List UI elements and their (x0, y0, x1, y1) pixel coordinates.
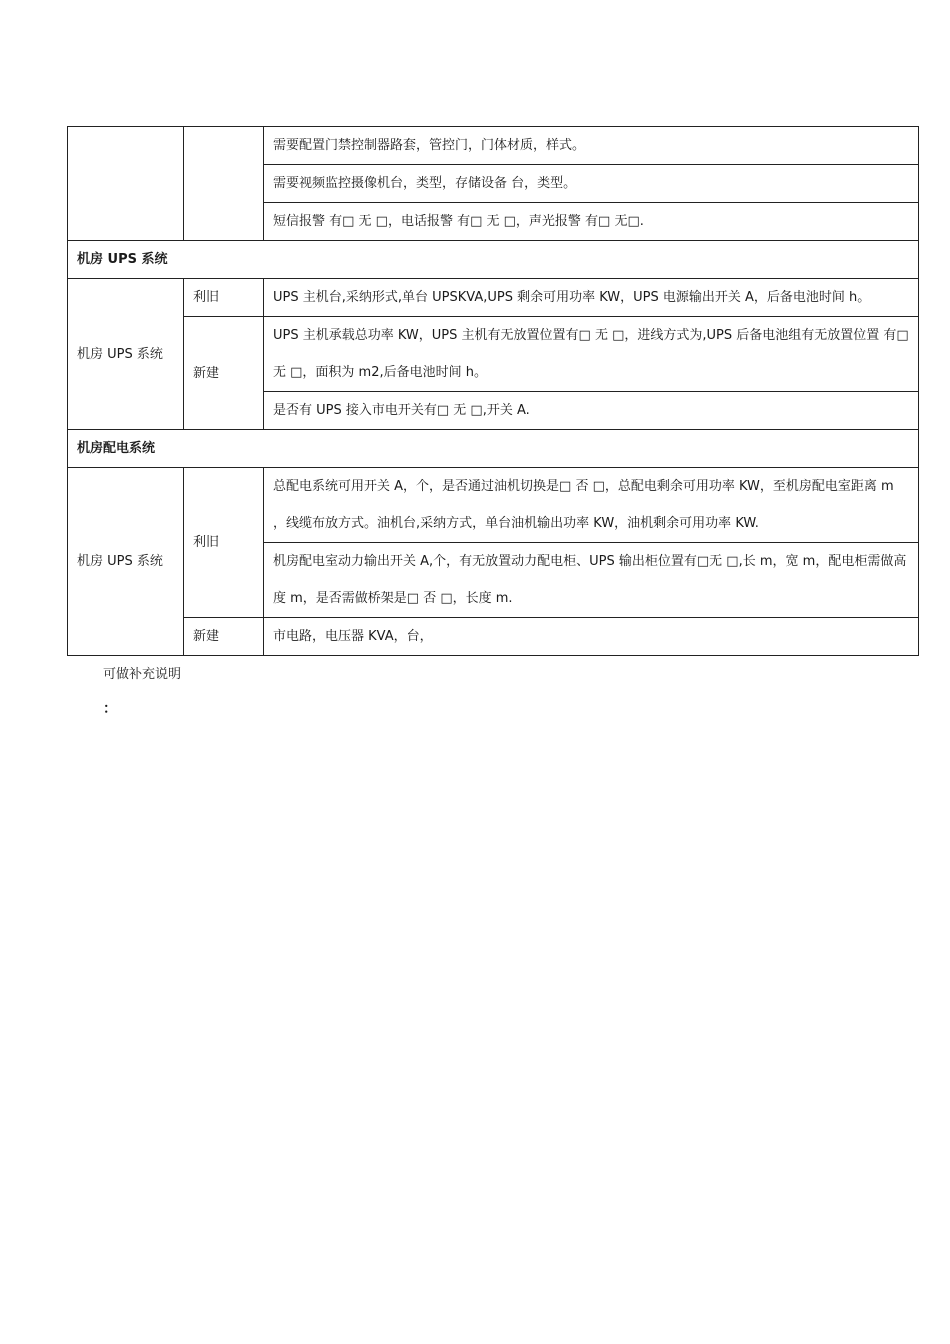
ups-new-text-2: 是否有 UPS 接入市电开关有□ 无 □,开关 A. (264, 392, 919, 430)
empty-cell (184, 127, 264, 241)
table-row (68, 618, 919, 656)
alarm-text: 短信报警 有□ 无 □，电话报警 有□ 无 □，声光报警 有□ 无□. (264, 203, 919, 241)
note-colon: ： (103, 701, 117, 717)
supplementary-note-label: 可做补充说明 (103, 667, 182, 682)
table-row (68, 468, 919, 543)
access-control-text: 需要配置门禁控制器路套，管控门，门体材质，样式。 (264, 127, 919, 165)
table-row (68, 241, 919, 279)
table-row (68, 317, 919, 392)
ups-reuse-text: UPS 主机台,采纳形式,单台 UPSKVA,UPS 剩余可用功率 KW，UPS 电源输出开关 A，后备电池时间 h。 (264, 279, 919, 317)
empty-cell (68, 127, 184, 241)
ups-new-label: 新建 (184, 317, 264, 430)
power-system-label: 机房 UPS 系统 (68, 468, 184, 656)
power-reuse-label: 利旧 (184, 468, 264, 618)
table-row (68, 430, 919, 468)
table-row (68, 127, 919, 165)
ups-new-text-1: UPS 主机承载总功率 KW，UPS 主机有无放置位置有□ 无 □，进线方式为,UPS 后备电池组有无放置位置 有□ 无 □，面积为 m2,后备电池时间 h。 (264, 317, 919, 392)
power-reuse-text-2: 机房配电室动力输出开关 A,个，有无放置动力配电柜、UPS 输出柜位置有□无 □,长 m，宽 m，配电柜需做高度 m，是否需做桥架是□ 否 □，长度 m. (264, 543, 919, 618)
ups-system-label: 机房 UPS 系统 (68, 279, 184, 430)
power-new-text: 市电路，电压器 KVA，台， (264, 618, 919, 656)
survey-table (67, 126, 919, 656)
ups-section-heading: 机房 UPS 系统 (68, 241, 919, 279)
table-row (68, 279, 919, 317)
power-reuse-text-1: 总配电系统可用开关 A，个，是否通过油机切换是□ 否 □，总配电剩余可用功率 KW，至机房配电室距离 m ，线缆布放方式。油机台,采纳方式，单台油机输出功率 KW，油机剩余可用功率 KW. (264, 468, 919, 543)
video-surveillance-text: 需要视频监控摄像机台，类型，存储设备 台，类型。 (264, 165, 919, 203)
ups-reuse-label: 利旧 (184, 279, 264, 317)
power-section-heading: 机房配电系统 (68, 430, 919, 468)
power-new-label: 新建 (184, 618, 264, 656)
